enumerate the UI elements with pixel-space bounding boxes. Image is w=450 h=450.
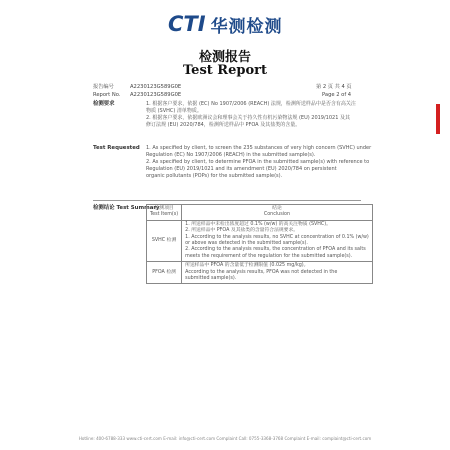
logo-cti-text: CTI — [168, 12, 206, 36]
table-row — [147, 262, 373, 284]
logo-chinese-text: 华测检测 — [210, 16, 283, 37]
conclusion-line: According to the analysis results, PFOA was not detected in the — [185, 269, 338, 275]
test-request-label-en: Test Requested — [93, 145, 140, 151]
report-no-value-en: A2230123G589G0E — [130, 92, 182, 98]
red-edge-tab — [436, 104, 440, 134]
col-header-test-item-en: Test Item(s) — [150, 212, 179, 218]
test-request-en-line: Regulation (EC) No 1907/2006 (REACH) in the submitted sample(s). — [146, 152, 316, 158]
conclusion-line: 1. 所送样品中未检出浓度超过 0.1% (w/w) 的高关注物质 (SVHC)。 — [185, 221, 331, 227]
conclusion-cell — [182, 262, 373, 284]
company-logo — [168, 10, 283, 38]
conclusion-line: 2. 所送样品中 PFOA 及其盐类的含量符合法规要求。 — [185, 228, 299, 234]
test-request-en-line: Regulation (EU) 2019/1021 and its amendment (EU) 2020/784 on persistent — [146, 166, 337, 172]
conclusion-line: submitted sample(s). — [185, 276, 237, 282]
conclusion-line: 2. According to the analysis results, the concentration of PFOA and its salts — [185, 247, 366, 253]
conclusion-line: 所送样品中 PFOA 的含量低于检测限值 (0.025 mg/kg)。 — [185, 263, 309, 269]
test-item-cell: SVHC 检测 — [147, 220, 182, 261]
test-request-cn-line: 修订法规 (EU) 2020/784，检测所送样品中 PFOA 及其盐类的含量。 — [146, 122, 301, 128]
summary-table-header — [147, 205, 373, 221]
page-footer: Hotline: 400-6788-333 www.cti-cert.com E-mail: info@cti-cert.com Complaint Call: 0755-3368-3768 Complaint E-mail: complaint@cti-cert.com — [78, 436, 372, 441]
page-number-en: Page 2 of 4 — [322, 92, 352, 98]
test-request-en-line: 1. As specified by client, to screen the 235 substances of very high concern (SVHC) under — [146, 145, 372, 151]
test-request-en-line: organic pollutants (POPs) for the submitted sample(s). — [146, 173, 283, 179]
test-request-cn-line: 2. 根据客户要求，依据欧洲议会和理事会关于持久性有机污染物法规 (EU) 2019/1021 及其 — [146, 115, 350, 121]
test-summary-label-cn: 检测结论 — [93, 205, 115, 211]
section-divider — [93, 200, 361, 201]
test-summary-label-en: Test Summary — [116, 205, 160, 211]
report-no-label-en: Report No. — [93, 92, 121, 98]
summary-table — [146, 204, 373, 284]
page-number-cn: 第 2 页 共 4 页 — [316, 84, 352, 90]
col-header-conclusion — [182, 205, 373, 221]
test-item-cell: PFOA 检测 — [147, 262, 182, 284]
test-request-cn-line: 1. 根据客户要求，依据 (EC) No 1907/2006 (REACH) 法规，检测所送样品中是否含有高关注 — [146, 101, 356, 107]
conclusion-cell — [182, 220, 373, 261]
table-row — [147, 220, 373, 261]
col-header-conclusion-en: Conclusion — [263, 212, 291, 218]
conclusion-line: meets the requirement of the regulation for the submitted sample(s). — [185, 253, 353, 259]
page-title-chinese: 检测报告 — [198, 50, 251, 65]
col-header-test-item-cn: 检测项目 — [154, 206, 174, 211]
report-no-value-cn: A2230123G589G0E — [130, 84, 182, 90]
report-no-label-cn: 报告编号 — [93, 84, 114, 90]
test-request-cn-line: 物质 (SVHC) 清单物质。 — [146, 108, 202, 114]
col-header-conclusion-cn: 结论 — [272, 206, 282, 211]
conclusion-line: 1. According to the analysis results, no SVHC at concentration of 0.1% (w/w) — [185, 234, 369, 240]
conclusion-line: or above was detected in the submitted sample(s). — [185, 241, 308, 247]
test-request-label-cn: 检测要求 — [93, 101, 115, 107]
col-header-test-item — [147, 205, 182, 221]
page-title-english: Test Report — [183, 63, 267, 78]
test-request-en-line: 2. As specified by client, to determine PFOA in the submitted sample(s) with reference to — [146, 159, 370, 165]
